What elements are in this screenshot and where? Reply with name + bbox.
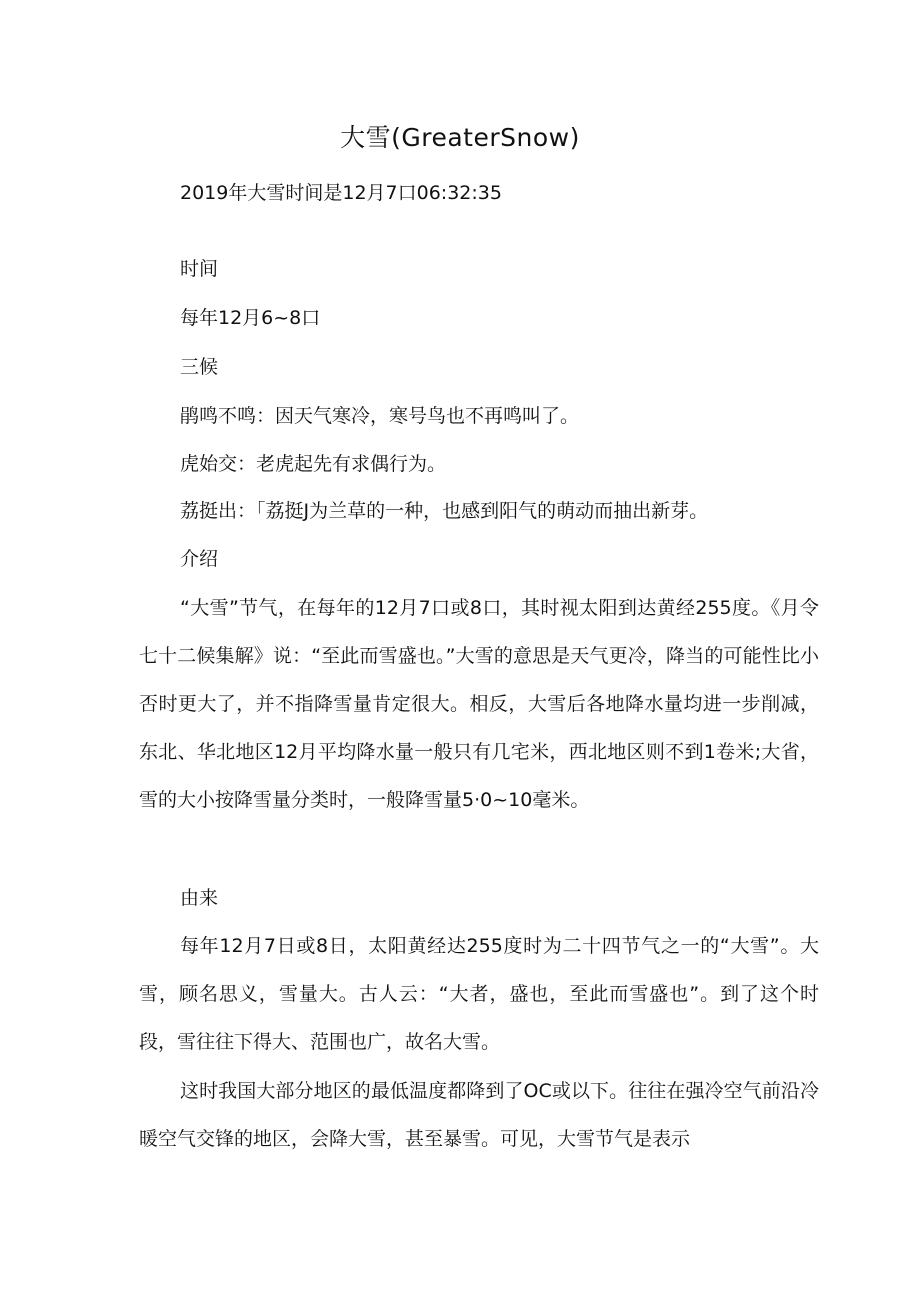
- date-line: 2019年大雪时间是12月7口06:32:35: [180, 182, 502, 204]
- intro-heading: 介绍: [180, 548, 219, 570]
- temperature-paragraph: 这时我国大部分地区的最低温度都降到了OC或以下。往往在强冷空气前沿冷暖空气交锋的地区，会降大雪，甚至暴雪。可见，大雪节气是表示: [139, 1080, 819, 1150]
- three-hou-heading: 三候: [180, 356, 219, 378]
- hou-item-1: 鹃鸣不鸣：因天气寒冷，寒号鸟也不再鸣叫了。: [180, 405, 580, 427]
- time-heading: 时间: [180, 258, 219, 280]
- hou-item-2: 虎始交：老虎起先有求偶行为。: [180, 453, 447, 475]
- origin-paragraph: 每年12月7日或8日，太阳黄经达255度时为二十四节气之一的“大雪”。大雪，顾名思义，雪量大。古人云：“大者，盛也，至此而雪盛也”。到了这个时段，雪往往下得大、范围也广，故名大雪。: [139, 935, 819, 1053]
- document-title: 大雪(GreaterSnow): [340, 123, 580, 152]
- origin-heading: 由来: [180, 887, 219, 909]
- hou-item-3: 荔挺出：「荔挺J为兰草的一种，也感到阳气的萌动而抽出新芽。: [180, 500, 709, 522]
- time-value: 每年12月6~8口: [180, 307, 321, 329]
- intro-paragraph: “大雪”节气，在每年的12月7口或8口，其时视太阳到达黄经255度。《月令七十二候集解》说：“至此而雪盛也。”大雪的意思是天气更冷，降当的可能性比小否时更大了，并不指降雪量肯定很大。相反，大雪后各地降水量均进一步削减，东北、华北地区12月平均降水量一般只有几宅米，西北地区则不到1卷米;大省，雪的大小按降雪量分类时，一般降雪量5·0~10毫米。: [139, 597, 819, 811]
